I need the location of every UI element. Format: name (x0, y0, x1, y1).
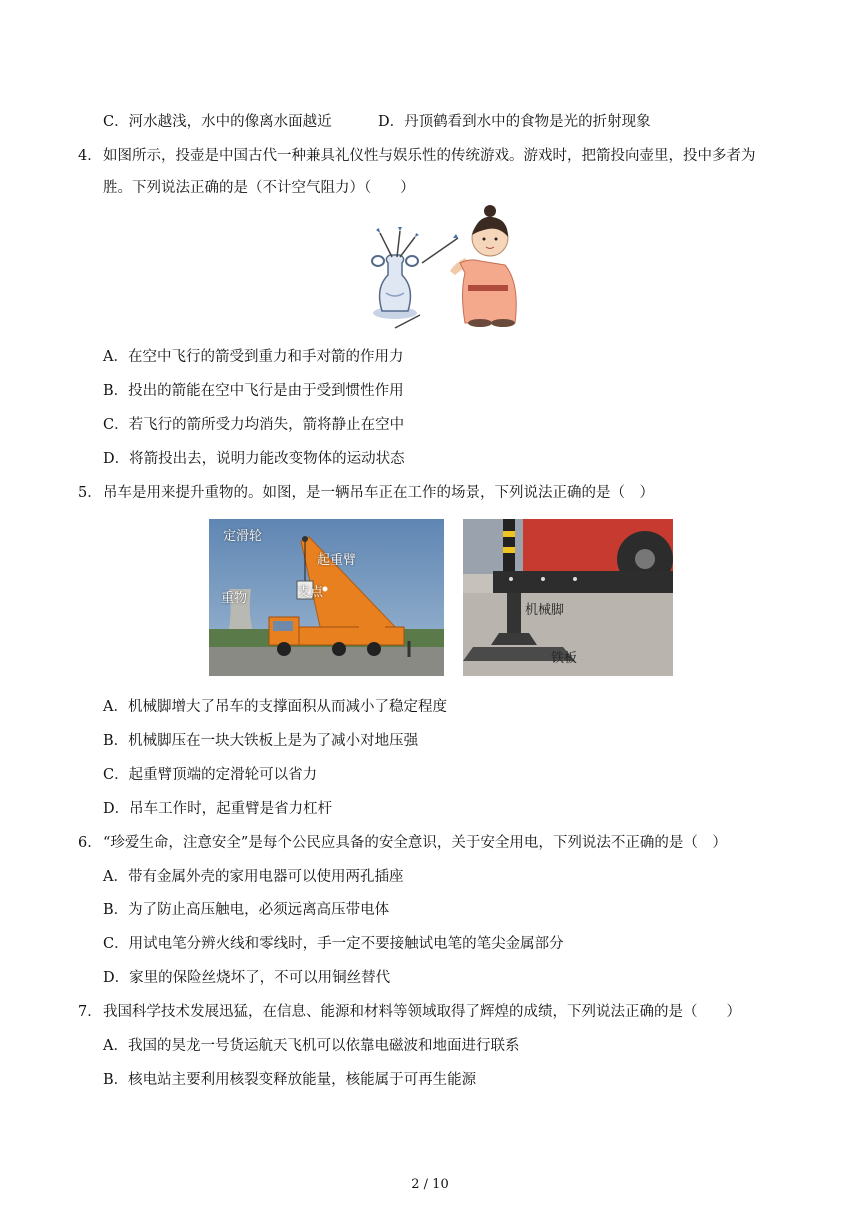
touhu-illustration (360, 203, 525, 333)
q4-option-c: C．若飞行的箭所受力均消失，箭将静止在空中 (103, 417, 405, 433)
q3-option-c: C．河水越浅，水中的像离水面越近 (103, 114, 332, 130)
q4-option-b: B．投出的箭能在空中飞行是由于受到惯性作用 (103, 383, 404, 399)
q5-number: 5． (78, 485, 102, 501)
label-load: 重物 (221, 591, 248, 606)
q4-number: 4． (78, 148, 102, 164)
page-number: 2 / 10 (411, 1177, 449, 1192)
q4-option-a: A．在空中飞行的箭受到重力和手对箭的作用力 (103, 349, 404, 365)
q7-option-a: A．我国的昊龙一号货运航天飞机可以依靠电磁波和地面进行联系 (103, 1038, 520, 1054)
q6-number: 6． (78, 835, 102, 851)
label-pulley: 定滑轮 (223, 529, 263, 544)
vase-icon (372, 227, 419, 319)
label-leg: 机械脚 (525, 603, 565, 618)
q6-option-c: C．用试电笔分辨火线和零线时，手一定不要接触试电笔的笔尖金属部分 (103, 936, 564, 952)
label-boom: 起重臂 (317, 553, 357, 568)
crane-photo (209, 519, 444, 676)
q7-number: 7． (78, 1004, 102, 1020)
q3-option-d: D．丹顶鹤看到水中的食物是光的折射现象 (378, 114, 651, 130)
q5-option-a: A．机械脚增大了吊车的支撑面积从而减小了稳定程度 (103, 699, 447, 715)
label-plate: 铁板 (551, 651, 578, 666)
q6-stem: “珍爱生命，注意安全”是每个公民应具备的安全意识，关于安全用电，下列说法不正确的是（ ） (103, 835, 727, 851)
outrigger-photo (463, 519, 673, 676)
q6-option-d: D．家里的保险丝烧坏了，不可以用铜丝替代 (103, 970, 391, 986)
q6-option-b: B．为了防止高压触电，必须远离高压带电体 (103, 902, 390, 918)
label-fulcrum: 支点 (297, 585, 324, 600)
q4-option-d: D．将箭投出去，说明力能改变物体的运动状态 (103, 451, 405, 467)
q7-stem: 我国科学技术发展迅猛，在信息、能源和材料等领域取得了辉煌的成绩，下列说法正确的是（ ） (103, 1004, 741, 1020)
q5-option-b: B．机械脚压在一块大铁板上是为了减小对地压强 (103, 733, 419, 749)
q4-stem-line2: 胜。下列说法正确的是（不计空气阻力）（ ） (103, 180, 415, 196)
q5-stem: 吊车是用来提升重物的。如图，是一辆吊车正在工作的场景，下列说法正确的是（ ） (103, 485, 654, 501)
q5-option-d: D．吊车工作时，起重臂是省力杠杆 (103, 801, 333, 817)
q5-option-c: C．起重臂顶端的定滑轮可以省力 (103, 767, 318, 783)
q7-option-b: B．核电站主要利用核裂变释放能量，核能属于可再生能源 (103, 1072, 477, 1088)
q4-stem-line1: 如图所示，投壶是中国古代一种兼具礼仪性与娱乐性的传统游戏。游戏时，把箭投向壶里，投中多者为 (103, 148, 756, 164)
person-throwing-icon (450, 205, 516, 327)
q6-option-a: A．带有金属外壳的家用电器可以使用两孔插座 (103, 869, 404, 885)
